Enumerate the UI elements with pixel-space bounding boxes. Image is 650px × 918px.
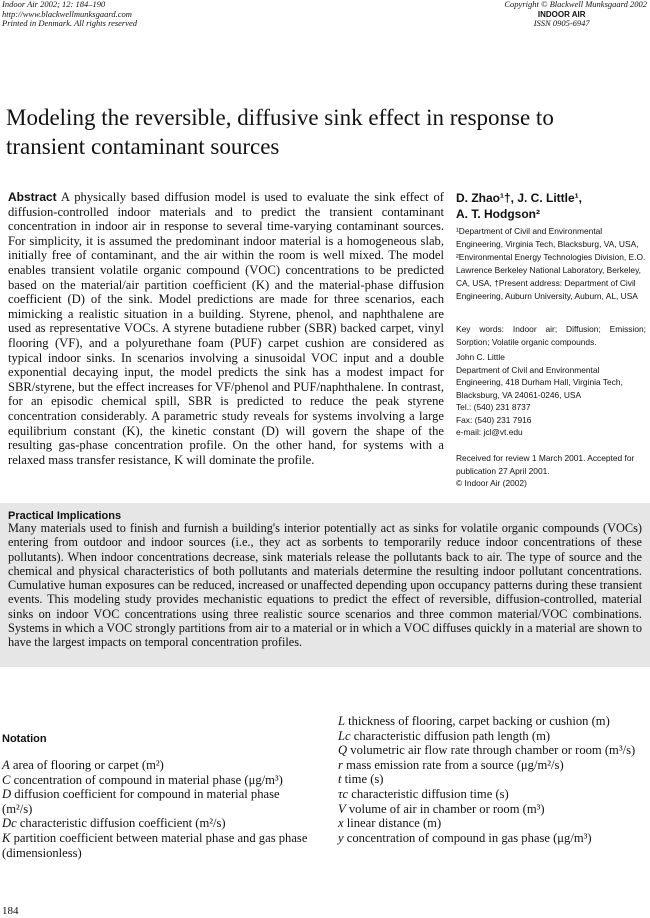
notation-entry — [338, 758, 650, 773]
contact-name: John C. Little — [456, 352, 505, 362]
notation-entry — [2, 831, 312, 860]
notation-description: characteristic diffusion path length (m) — [353, 728, 551, 743]
notation-symbol: C — [2, 772, 11, 787]
notation-symbol: Dc — [2, 816, 17, 831]
received-dates: Received for review 1 March 2001. Accepted for publication 27 April 2001. — [456, 453, 635, 476]
authors-line-1: D. Zhao¹†, J. C. Little¹, — [456, 191, 583, 205]
contact-fax: Fax: (540) 231 7916 — [456, 414, 532, 425]
contact-tel: Tel.: (540) 231 8737 — [456, 402, 531, 412]
notation-symbol: V — [338, 801, 346, 816]
running-header-right — [504, 0, 647, 29]
notation-description: partition coefficient between material phase and gas phase (dimensionless) — [2, 830, 308, 860]
corresponding-author — [456, 351, 646, 439]
notation-entry — [338, 772, 650, 787]
notation-symbol: L — [338, 714, 346, 728]
abstract — [8, 190, 444, 467]
notation-entry — [2, 787, 312, 816]
notation-description: diffusion coefficient for compound in material phase (m²/s) — [2, 787, 280, 816]
notation-symbol: A — [2, 758, 10, 772]
notation-symbol: Q — [338, 743, 348, 758]
practical-heading: Practical Implications — [8, 510, 122, 522]
copyright-line: Copyright © Blackwell Munksgaard 2002 — [504, 0, 647, 9]
notation-entry — [338, 743, 650, 758]
notation-entry — [2, 773, 312, 788]
notation-description: concentration of compound in material phase (μg/m³) — [13, 772, 283, 787]
notation-description: mass emission rate from a source (μg/m²/s) — [346, 757, 564, 772]
notation-description: thickness of flooring, carpet backing or cushion (m) — [348, 714, 610, 728]
notation-symbol: D — [2, 787, 12, 802]
practical-implications-box — [0, 503, 650, 667]
notation-symbol: r — [338, 757, 343, 772]
abstract-text: A physically based diffusion model is used to evaluate the sink effect of diffusion-controlled indoor materials and to predict the transient contaminant concentration in indoor air in response to several time-varying contaminant sources. For simplicity, it is assumed the predominant indoor material is a homogeneous slab, initially free of contaminant, and the air within the room is well mixed. The model enables transient volatile organic compound (VOC) concentrations to be predicted based on the material/air partition coefficient (K) and the material-phase diffusion coefficient (D) of the sink. Model predictions are made for three scenarios, each mimicking a realistic situation in a building. Styrene, phenol, and naphthalene are used as representative VOCs. A styrene butadiene rubber (SBR) backed carpet, vinyl flooring (VF), and a polyurethane foam (PUF) carpet cushion are considered as typical indoor sinks. In scenarios involving a sinusoidal VOC input and a double exponential decaying input, the model predicts the sink has a modest impact for SBR/styrene, but the effect increases for VF/phenol and PUF/naphthalene. In contrast, for an episodic chemical spill, SBR is predicted to reduce the peak styrene concentration considerably. A parametric study reveals for systems involving a large equilibrium constant (K), the kinetic constant (D) will govern the shape of the resulting gas-phase concentration profile. On the other hand, for systems with a relaxed mass transfer resistance, K will dominate the profile. — [8, 190, 444, 467]
notation-description: characteristic diffusion coefficient (m²/s) — [19, 816, 226, 831]
notation-description: volume of air in chamber or room (m³) — [348, 801, 545, 816]
received-info — [456, 452, 646, 490]
page-number: 184 — [2, 905, 19, 917]
notation-symbol: x — [338, 816, 344, 831]
notation-entry — [338, 831, 650, 846]
notation-entry — [338, 787, 650, 802]
affiliations: ¹Department of Civil and Environmental Engineering, Virginia Tech, Blacksburg, VA, USA, ²Environmental Energy Technologies Division, E.O. Lawrence Berkeley National Laboratory, Berkeley, CA, USA, †Present address: Department of Civil Engineering, Auburn University, Auburn, AL, USA — [456, 226, 646, 301]
notation-list-right — [338, 714, 650, 845]
journal-citation: Indoor Air 2002; 12: 184–190 — [2, 0, 106, 9]
notation-entry — [338, 714, 650, 729]
notation-entry — [338, 729, 650, 744]
abstract-label: Abstract — [8, 190, 57, 204]
issn: ISSN 0905-6947 — [533, 18, 590, 29]
notation-symbol: Lc — [338, 728, 351, 743]
notation-description: volumetric air flow rate through chamber or room (m³/s) — [350, 743, 636, 758]
notation-entry — [2, 816, 312, 831]
notation-entry — [338, 802, 650, 817]
notation-entry — [2, 758, 312, 773]
authors-line-2: A. T. Hodgson² — [456, 207, 540, 221]
notation-list-left — [2, 758, 312, 860]
running-header-left — [2, 0, 137, 29]
notation-symbol: y — [338, 830, 344, 845]
keywords: Key words: Indoor air; Diffusion; Emission; Sorption; Volatile organic compounds. — [456, 324, 646, 347]
publisher-url: http://www.blackwellmunksgaard.com — [2, 8, 132, 19]
notation-symbol: τc — [338, 786, 349, 801]
contact-address: Department of Civil and Environmental Engineering, 418 Durham Hall, Virginia Tech, Blacksburg, VA 24061-0246, USA — [456, 364, 623, 400]
author-list — [456, 190, 646, 222]
printed-note: Printed in Denmark. All rights reserved — [2, 18, 138, 29]
notation-heading: Notation — [2, 733, 47, 745]
practical-text: Many materials used to finish and furnish a building's interior potentially act as sinks for volatile organic compounds (VOCs) entering from outdoor and indoor sources (i.e., they act as sorbents to temporarily reduce indoor concentrations of these pollutants). When indoor concentrations decrease, sink materials release the pollutants back to air. The type of source and the chemical and physical characteristics of both pollutants and materials determine the resulting indoor pollutant concentrations. Cumulative human exposures can be reduced, increased or unaffected depending upon occupancy patterns during these transient events. This modeling study provides mechanistic equations to predict the effect of reversible, diffusion-controlled, material sinks on indoor VOC concentrations using three realistic source scenarios and three common material/VOC combinations. Systems in which a VOC strongly partitions from air to a material or in which a VOC diffuses quickly in a material are shown to have the largest impacts on temporal concentration profiles. — [8, 521, 642, 650]
received-copyright: © Indoor Air (2002) — [456, 478, 527, 488]
article-title: Modeling the reversible, diffusive sink effect in response to transient contaminant sources — [6, 105, 554, 159]
notation-description: concentration of compound in gas phase (μg/m³) — [346, 830, 592, 845]
notation-description: linear distance (m) — [346, 816, 442, 831]
notation-symbol: t — [338, 772, 342, 787]
journal-name: INDOOR AIR — [537, 9, 586, 19]
notation-description: characteristic diffusion time (s) — [351, 786, 509, 801]
notation-description: time (s) — [344, 772, 384, 787]
contact-email: e-mail: jcl@vt.edu — [456, 427, 523, 437]
notation-entry — [338, 816, 650, 831]
notation-symbol: K — [2, 830, 11, 845]
notation-description: area of flooring or carpet (m²) — [12, 758, 164, 772]
